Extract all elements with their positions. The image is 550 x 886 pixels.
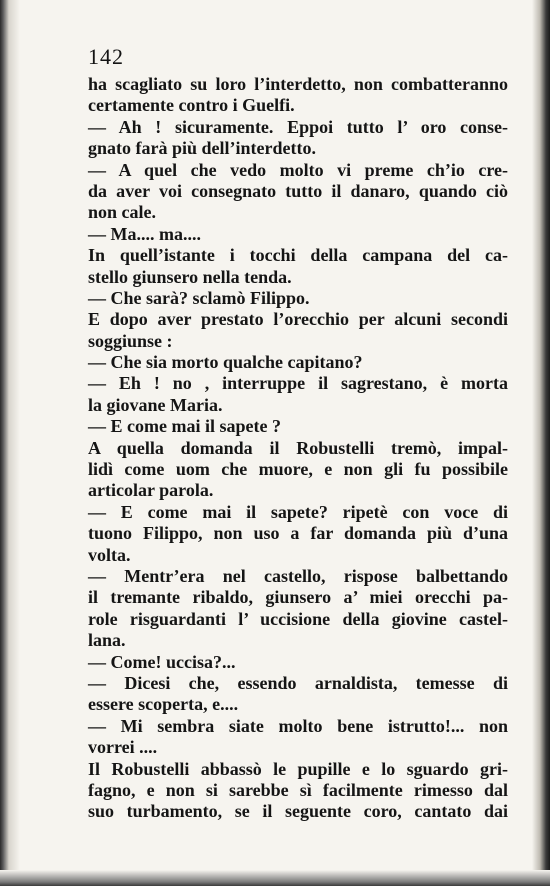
text-line: suo turbamento, se il seguente coro, cantato dai <box>88 801 508 822</box>
text-line: — Ah ! sicuramente. Eppoi tutto l’ oro conse- <box>88 116 508 137</box>
text-line: stello giunsero nella tenda. <box>88 266 292 287</box>
text-line: — E come mai il sapete ? <box>88 416 281 437</box>
text-line: — Mentr’era nel castello, rispose balbettando <box>88 565 508 586</box>
text-line: — Dicesi che, essendo arnaldista, temesse di <box>88 672 508 693</box>
text-line: — Eh ! no , interruppe il sagrestano, è morta <box>88 373 508 394</box>
body-text <box>88 74 508 823</box>
text-line: Il Robustelli abbassò le pupille e lo sguardo gri- <box>88 758 508 779</box>
text-line: la giovane Maria. <box>88 394 223 415</box>
text-line: — Che sia morto qualche capitano? <box>88 352 363 373</box>
text-line: A quella domanda il Robustelli tremò, impal- <box>88 437 508 458</box>
page-bottom-shadow <box>0 870 550 886</box>
text-line: — E come mai il sapete? ripetè con voce di <box>88 501 508 522</box>
page-left-shadow <box>0 0 20 886</box>
text-line: da aver voi consegnato tutto il danaro, quando ciò <box>88 180 508 201</box>
text-line: lana. <box>88 630 126 651</box>
text-line: il tremante ribaldo, giunsero a’ miei orecchi pa- <box>88 587 508 608</box>
text-line: — Ma.... ma.... <box>88 223 201 244</box>
text-line: — A quel che vedo molto vi preme ch’io cre- <box>88 159 508 180</box>
text-line: non cale. <box>88 202 157 223</box>
text-line: In quell’istante i tocchi della campana del ca- <box>88 245 508 266</box>
text-line: soggiunse : <box>88 330 173 351</box>
page-number: 142 <box>88 44 124 69</box>
text-line: articolar parola. <box>88 480 214 501</box>
text-line: volta. <box>88 544 131 565</box>
page-right-shadow <box>532 0 550 886</box>
text-line: vorrei .... <box>88 737 158 758</box>
text-line: — Mi sembra siate molto bene istrutto!... non <box>88 715 508 736</box>
text-line: — Come! uccisa?... <box>88 651 236 672</box>
text-line: certamente contro i Guelfi. <box>88 95 295 116</box>
text-line: fagno, e non si sarebbe sì facilmente rimesso dal <box>88 779 508 800</box>
text-line: — Che sarà? sclamò Filippo. <box>88 287 310 308</box>
text-line: essere scoperta, e.... <box>88 694 239 715</box>
text-line: role risguardanti l’ uccisione della giovine castel- <box>88 608 508 629</box>
text-line: ha scagliato su loro l’interdetto, non combatteranno <box>88 74 508 94</box>
text-line: tuono Filippo, non uso a far domanda più d’una <box>88 523 508 544</box>
text-line: E dopo aver prestato l’orecchio per alcuni secondi <box>88 309 508 330</box>
text-line: lidì come uom che muore, e non gli fu possibile <box>88 459 508 480</box>
text-line: gnato farà più dell’interdetto. <box>88 138 316 159</box>
